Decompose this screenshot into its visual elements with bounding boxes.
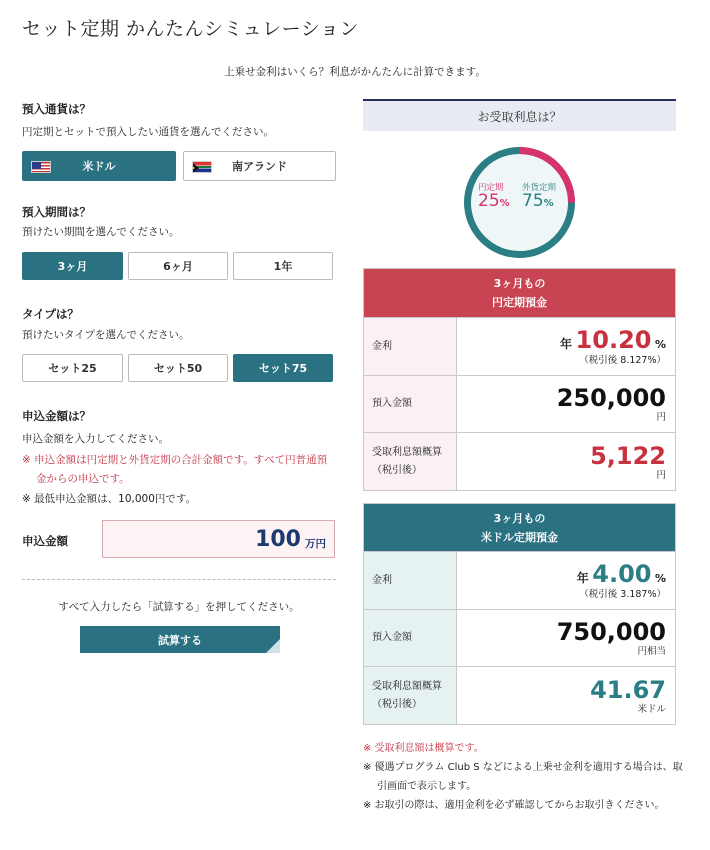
- result-note-1: ※ 受取利息額は概算です。: [363, 743, 484, 754]
- yen-interest-label-1: 受取利息額概算: [372, 446, 442, 458]
- period-6m-button[interactable]: 6ヶ月: [128, 252, 228, 280]
- yen-interest-cell: [457, 433, 676, 491]
- us-flag-icon: [31, 161, 51, 173]
- za-flag-icon: [192, 161, 212, 173]
- fx-deposit-label: 預入金額: [364, 610, 457, 667]
- yen-deposit-value: 250,000: [556, 384, 666, 412]
- fx-deposit-cell: [457, 610, 676, 667]
- fx-interest-label-2: （税引後）: [372, 698, 422, 710]
- yen-interest-value: 5,122: [590, 441, 666, 470]
- currency-zar-label: 南アランド: [232, 160, 287, 173]
- fx-deposit-value: 750,000: [556, 618, 666, 646]
- type-question: タイプは？: [22, 307, 79, 321]
- result-notes: [363, 739, 683, 815]
- amount-note-combined: [22, 451, 352, 489]
- result-note-2: ※ 優遇プログラム Club S などによる上乗せ金利を適用する場合は、取引画面で表示します。: [363, 762, 683, 792]
- donut-fx-pct: 75: [522, 191, 544, 211]
- amount-desc: 申込金額を入力してください。: [22, 433, 169, 445]
- amount-input-unit: 万円: [305, 537, 326, 550]
- period-question: 預入期間は？: [22, 205, 91, 219]
- fx-rate-cell: [457, 552, 676, 610]
- fx-deposit-table: [363, 503, 676, 725]
- table-row: [364, 552, 676, 610]
- yen-rate-suffix: %: [654, 337, 666, 351]
- yen-rate-prefix: 年: [560, 336, 573, 351]
- table-row: [364, 318, 676, 376]
- fx-header-line1: 3ヶ月もの: [493, 511, 546, 525]
- fx-table-header: [364, 504, 676, 552]
- yen-interest-label-2: （税引後）: [372, 464, 422, 476]
- donut-yen-pct: 25: [478, 191, 500, 211]
- fx-header-line2: 米ドル定期預金: [481, 530, 558, 544]
- amount-input[interactable]: [102, 520, 335, 558]
- allocation-donut: [462, 145, 577, 260]
- amount-min-note: ※ 最低申込金額は、10,000円です。: [22, 493, 197, 505]
- amount-input-value[interactable]: 100: [255, 526, 301, 552]
- yen-deposit-unit: 円: [656, 412, 666, 423]
- result-note-3: ※ お取引の際は、適用金利を必ず確認してからお取引きください。: [363, 800, 665, 811]
- page-title: セット定期 かんたんシミュレーション: [22, 18, 359, 40]
- fx-interest-value: 41.67: [590, 675, 666, 704]
- fx-deposit-unit: 円相当: [637, 646, 666, 657]
- amount-field-label: 申込金額: [22, 534, 68, 548]
- table-row: [364, 667, 676, 725]
- yen-rate-note: （税引後 8.127%）: [579, 354, 666, 366]
- yen-interest-unit: 円: [656, 469, 666, 481]
- donut-fx-value: [522, 191, 554, 211]
- fx-interest-unit: 米ドル: [637, 703, 666, 715]
- yen-deposit-label: 預入金額: [364, 376, 457, 433]
- currency-usd-label: 米ドル: [82, 160, 116, 173]
- divider: [22, 579, 336, 580]
- yen-interest-label: [364, 433, 457, 491]
- fx-interest-cell: [457, 667, 676, 725]
- yen-deposit-cell: [457, 376, 676, 433]
- currency-question: 預入通貨は？: [22, 102, 91, 116]
- fx-rate-note: （税引後 3.187%）: [579, 588, 666, 600]
- yen-table-header: [364, 269, 676, 318]
- period-3m-button[interactable]: 3ヶ月: [22, 252, 123, 280]
- yen-deposit-table: [363, 268, 676, 491]
- yen-header-line2: 円定期預金: [492, 296, 547, 309]
- amount-note-line1: ※ 申込金額は円定期と外貨定期の合計金額です。すべて円普通預: [22, 454, 328, 466]
- type-set25-button[interactable]: セット25: [22, 354, 123, 382]
- period-desc: 預けたい期間を選んでください。: [22, 226, 180, 238]
- yen-rate-value: 10.20: [575, 325, 652, 354]
- fx-rate-label: 金利: [364, 552, 457, 610]
- fx-rate-prefix: 年: [576, 570, 589, 585]
- table-row: [364, 376, 676, 433]
- yen-rate-label: 金利: [364, 318, 457, 376]
- type-set75-button[interactable]: セット75: [233, 354, 333, 382]
- type-desc: 預けたいタイプを選んでください。: [22, 329, 190, 341]
- donut-yen-label: 円定期: [478, 183, 504, 193]
- result-heading: お受取利息は？: [363, 99, 676, 131]
- currency-desc: 円定期とセットで預入したい通貨を選んでください。: [22, 126, 274, 138]
- fx-interest-label-1: 受取利息額概算: [372, 680, 442, 692]
- table-row: [364, 433, 676, 491]
- amount-question: 申込金額は？: [22, 409, 91, 423]
- calculate-button[interactable]: 試算する: [80, 626, 280, 653]
- fx-interest-label: [364, 667, 457, 725]
- donut-yen-pct-sign: %: [499, 198, 510, 209]
- donut-yen-value: [478, 191, 510, 211]
- calc-instruction: すべて入力したら「試算する」を押してください。: [58, 601, 300, 613]
- page-subtitle: 上乗せ金利はいくら？利息がかんたんに計算できます。: [224, 66, 486, 78]
- table-row: [364, 610, 676, 667]
- yen-rate-cell: [457, 318, 676, 376]
- yen-header-line1: 3ヶ月もの: [493, 277, 546, 290]
- period-1y-button[interactable]: 1年: [233, 252, 333, 280]
- amount-note-line2: 金からの申込です。: [36, 473, 130, 485]
- fx-rate-suffix: %: [654, 571, 666, 585]
- fx-rate-value: 4.00: [592, 559, 652, 588]
- currency-zar-button[interactable]: [183, 151, 336, 181]
- donut-fx-label: 外貨定期: [522, 183, 557, 193]
- currency-usd-button[interactable]: [22, 151, 176, 181]
- type-set50-button[interactable]: セット50: [128, 354, 228, 382]
- donut-fx-pct-sign: %: [543, 198, 554, 209]
